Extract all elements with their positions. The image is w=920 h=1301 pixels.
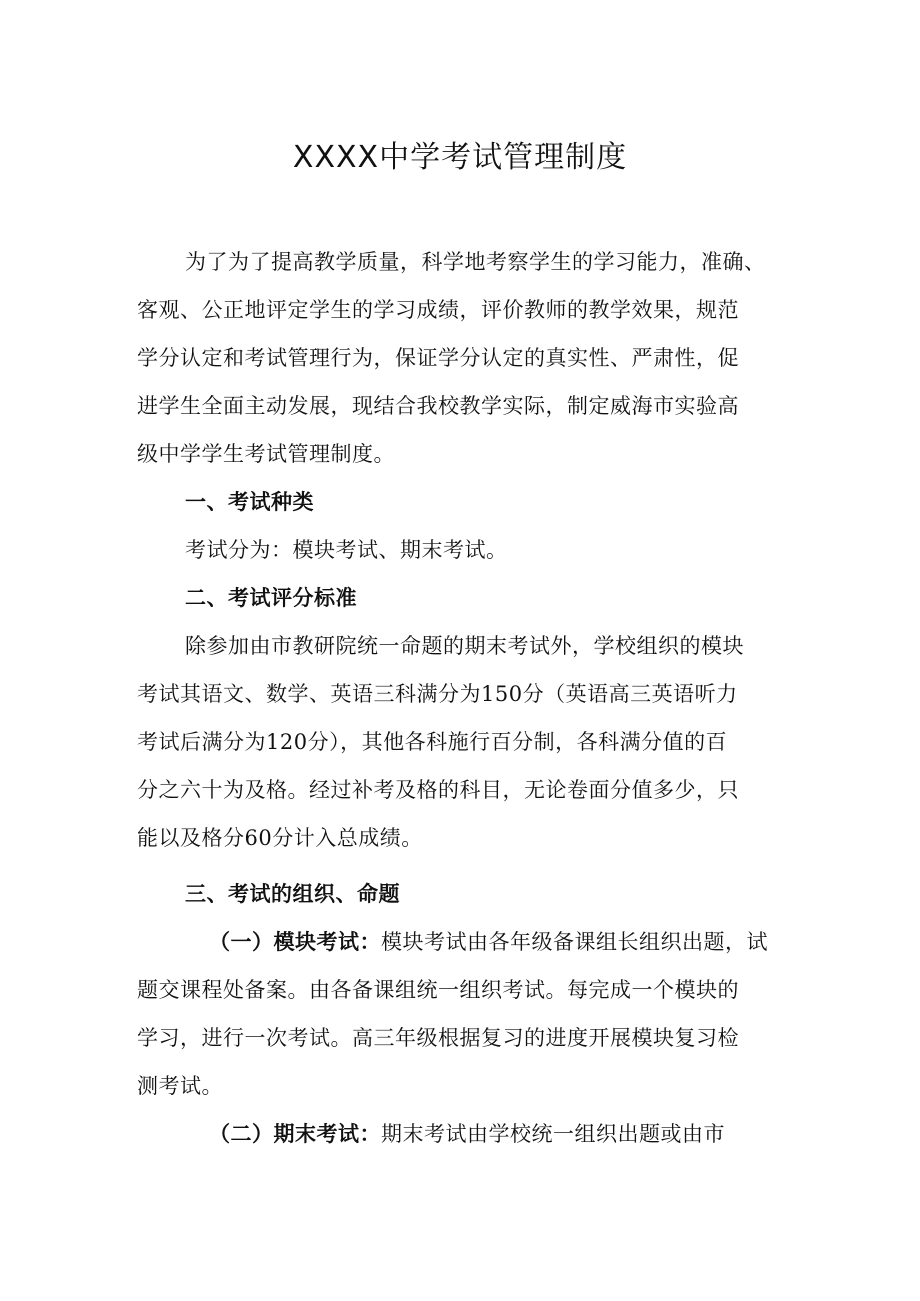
module-exam-line: 学习，进行一次考试。高三年级根据复习的进度开展模块复习检: [137, 1026, 739, 1050]
intro-line: 学分认定和考试管理行为，保证学分认定的真实性、严肃性，促: [137, 346, 739, 370]
final-exam-paragraph-first-line: [137, 1110, 797, 1158]
intro-line: 进学生全面主动发展，现结合我校教学实际，制定威海市实验高: [137, 394, 739, 418]
scoring-line: 考试后满分为120分），其他各科施行百分制，各科满分值的百: [137, 730, 728, 754]
final-exam-text: 期末考试由学校统一组织出题或由市: [381, 1122, 725, 1146]
section-text-exam-types: 考试分为：模块考试、期末考试。: [185, 538, 508, 562]
scoring-line: 能以及格分60分计入总成绩。: [137, 826, 423, 850]
intro-line: 级中学学生考试管理制度。: [137, 442, 395, 466]
document-title: XXXX中学考试管理制度: [292, 140, 628, 175]
scoring-line: 分之六十为及格。经过补考及格的科目，无论卷面分值多少，只: [137, 778, 739, 802]
final-exam-label: （二）期末考试：: [209, 1122, 381, 1146]
module-exam-text: 模块考试由各年级备课组长组织出题，试: [381, 930, 768, 954]
section-heading-scoring: 二、考试评分标准: [185, 586, 357, 610]
section-heading-exam-types: 一、考试种类: [185, 490, 314, 514]
module-exam-line: 题交课程处备案。由各备课组统一组织考试。每完成一个模块的: [137, 978, 739, 1002]
module-exam-label: （一）模块考试：: [209, 930, 381, 954]
scoring-line: 考试其语文、数学、英语三科满分为150分（英语高三英语听力: [137, 682, 738, 706]
intro-line: 为了为了提高教学质量，科学地考察学生的学习能力，准确、: [185, 250, 766, 274]
module-exam-line: 测考试。: [137, 1074, 223, 1098]
module-exam-paragraph-first-line: [137, 918, 797, 966]
intro-line: 客观、公正地评定学生的学习成绩，评价教师的教学效果，规范: [137, 298, 739, 322]
section-heading-organization: 三、考试的组织、命题: [185, 882, 400, 906]
scoring-line: 除参加由市教研院统一命题的期末考试外，学校组织的模块: [185, 634, 744, 658]
document-body: [137, 238, 797, 1158]
